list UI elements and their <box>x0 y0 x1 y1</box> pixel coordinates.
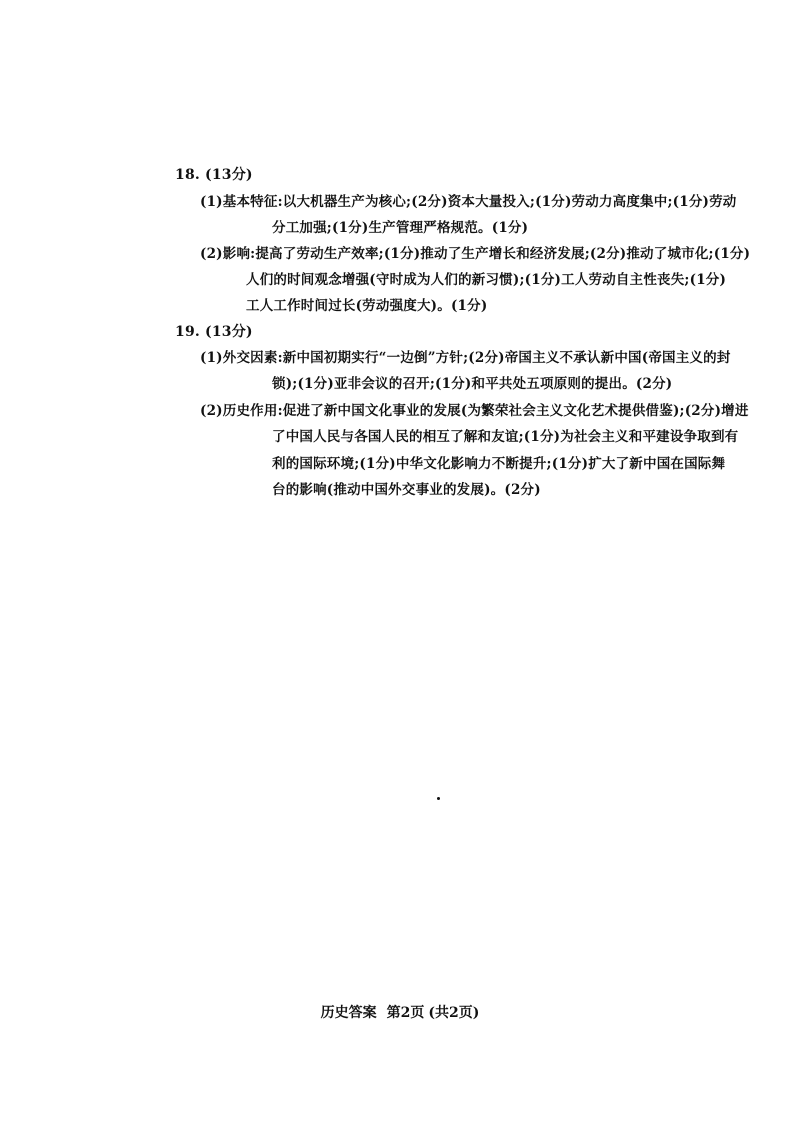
question-19-part2-line2: 了中国人民与各国人民的相互了解和友谊;(1分)为社会主义和平建设争取到有 <box>272 429 739 445</box>
question-18-part2-line2: 人们的时间观念增强(守时成为人们的新习惯);(1分)工人劳动自主性丧失;(1分) <box>246 272 727 288</box>
question-18-number: 18. (13分) <box>175 167 253 183</box>
page-footer <box>0 1004 800 1022</box>
footer-subject: 历史答案 <box>320 1005 377 1021</box>
question-19-part1-line2: 锁);(1分)亚非会议的召开;(1分)和平共处五项原则的提出。(2分) <box>272 376 673 392</box>
footer-page-number: 第2页 <box>386 1005 425 1021</box>
question-18-part1-line2: 分工加强;(1分)生产管理严格规范。(1分) <box>272 220 529 236</box>
question-19-part2-line1: (2)历史作用:促进了新中国文化事业的发展(为繁荣社会主义文化艺术提供借鉴);(2分)增进 <box>200 403 749 419</box>
question-19-part2-line3: 利的国际环境;(1分)中华文化影响力不断提升;(1分)扩大了新中国在国际舞 <box>272 456 726 472</box>
question-19-part1-line1: (1)外交因素:新中国初期实行“一边倒”方针;(2分)帝国主义不承认新中国(帝国主义的封 <box>200 350 731 366</box>
footer-total-pages: (共2页) <box>428 1005 480 1021</box>
question-18-part1-line1: (1)基本特征:以大机器生产为核心;(2分)资本大量投入;(1分)劳动力高度集中;(1分)劳动 <box>200 194 737 210</box>
question-19-number: 19. (13分) <box>175 324 253 340</box>
question-18-part2-line1: (2)影响:提高了劳动生产效率;(1分)推动了生产增长和经济发展;(2分)推动了城市化;(1分) <box>200 246 751 262</box>
scan-dot <box>437 797 440 800</box>
question-19-part2-line4: 台的影响(推动中国外交事业的发展)。(2分) <box>272 482 541 498</box>
question-18-part2-line3: 工人工作时间过长(劳动强度大)。(1分) <box>246 298 488 314</box>
